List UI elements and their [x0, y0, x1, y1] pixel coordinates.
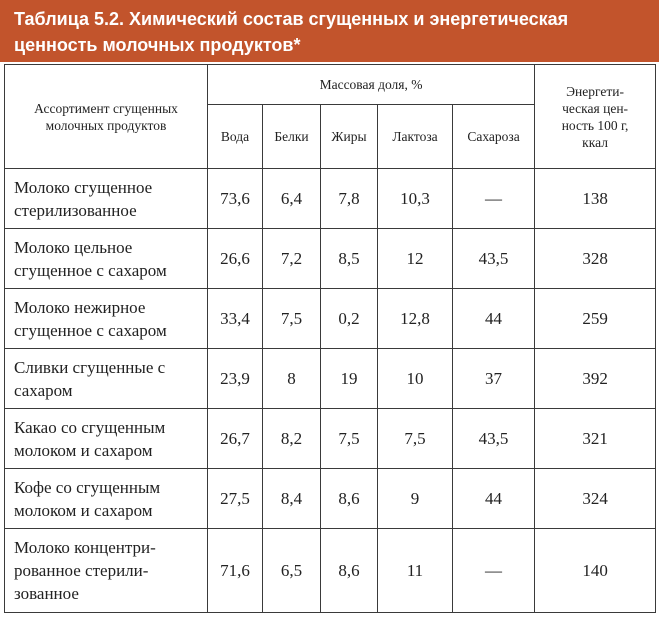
- energy-value: 392: [535, 349, 656, 409]
- protein-value: 6,4: [263, 169, 321, 229]
- table-row: [5, 469, 656, 529]
- protein-value: 8,2: [263, 409, 321, 469]
- header-water: Вода: [208, 105, 263, 169]
- header-assortment: Ассортимент сгущенных молочных продуктов: [5, 65, 208, 169]
- table-row: [5, 289, 656, 349]
- header-energy: Энергети-ческая цен-ность 100 г, ккал: [535, 65, 656, 169]
- energy-value: 259: [535, 289, 656, 349]
- energy-value: 138: [535, 169, 656, 229]
- sucrose-value: 44: [453, 289, 535, 349]
- protein-value: 8: [263, 349, 321, 409]
- fat-value: 0,2: [321, 289, 378, 349]
- lactose-value: 12: [378, 229, 453, 289]
- header-protein: Белки: [263, 105, 321, 169]
- product-name: Молоко сгущенное стерилизованное: [5, 169, 208, 229]
- header-mass-share: Массовая доля, %: [208, 65, 535, 105]
- fat-value: 7,5: [321, 409, 378, 469]
- water-value: 27,5: [208, 469, 263, 529]
- fat-value: 8,6: [321, 529, 378, 613]
- product-name: Молоко концентри-рованное стерили-зованное: [5, 529, 208, 613]
- water-value: 73,6: [208, 169, 263, 229]
- fat-value: 8,6: [321, 469, 378, 529]
- composition-table: [4, 64, 656, 613]
- fat-value: 8,5: [321, 229, 378, 289]
- energy-value: 328: [535, 229, 656, 289]
- water-value: 33,4: [208, 289, 263, 349]
- lactose-value: 11: [378, 529, 453, 613]
- product-name: Сливки сгущенные с сахаром: [5, 349, 208, 409]
- water-value: 26,6: [208, 229, 263, 289]
- fat-value: 7,8: [321, 169, 378, 229]
- lactose-value: 7,5: [378, 409, 453, 469]
- water-value: 71,6: [208, 529, 263, 613]
- protein-value: 6,5: [263, 529, 321, 613]
- table-caption: [0, 0, 659, 62]
- table-row: [5, 529, 656, 613]
- header-fat: Жиры: [321, 105, 378, 169]
- water-value: 26,7: [208, 409, 263, 469]
- energy-value: 140: [535, 529, 656, 613]
- lactose-value: 10,3: [378, 169, 453, 229]
- energy-value: 321: [535, 409, 656, 469]
- lactose-value: 10: [378, 349, 453, 409]
- sucrose-value: 37: [453, 349, 535, 409]
- table-row: [5, 169, 656, 229]
- sucrose-value: —: [453, 529, 535, 613]
- caption-line-2: ценность молочных продуктов*: [14, 35, 301, 55]
- table-row: [5, 349, 656, 409]
- lactose-value: 12,8: [378, 289, 453, 349]
- sucrose-value: 43,5: [453, 229, 535, 289]
- protein-value: 8,4: [263, 469, 321, 529]
- header-sucrose: Сахароза: [453, 105, 535, 169]
- sucrose-value: 43,5: [453, 409, 535, 469]
- product-name: Молоко нежирное сгущенное с сахаром: [5, 289, 208, 349]
- protein-value: 7,2: [263, 229, 321, 289]
- sucrose-value: —: [453, 169, 535, 229]
- lactose-value: 9: [378, 469, 453, 529]
- table-row: [5, 409, 656, 469]
- water-value: 23,9: [208, 349, 263, 409]
- sucrose-value: 44: [453, 469, 535, 529]
- fat-value: 19: [321, 349, 378, 409]
- table-row: [5, 229, 656, 289]
- energy-value: 324: [535, 469, 656, 529]
- caption-line-1: Таблица 5.2. Химический состав сгущенных и энергетическая: [14, 9, 569, 29]
- product-name: Молоко цельное сгущенное с сахаром: [5, 229, 208, 289]
- header-lactose: Лактоза: [378, 105, 453, 169]
- protein-value: 7,5: [263, 289, 321, 349]
- product-name: Какао со сгущенным молоком и сахаром: [5, 409, 208, 469]
- product-name: Кофе со сгущенным молоком и сахаром: [5, 469, 208, 529]
